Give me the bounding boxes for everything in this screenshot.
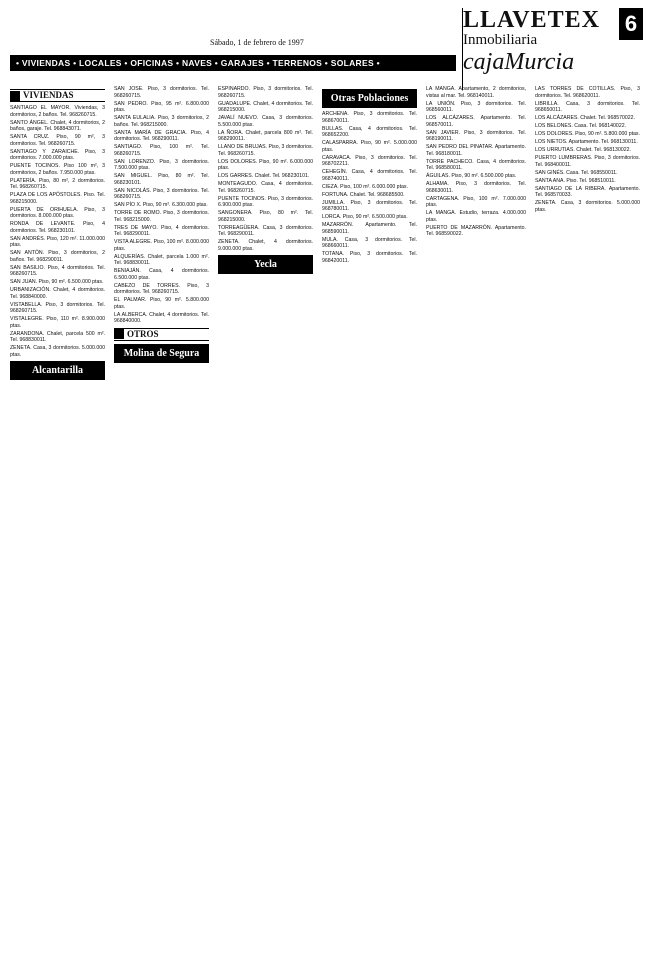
listing-entry: VISTABELLA. Piso, 3 dormitorios. Tel. 968260715. <box>10 301 105 314</box>
brand-logo-text: cajaMurcia <box>463 49 575 75</box>
listing-entry: LA MANGA. Apartamento, 2 dormitorios, vistas al mar. Tel. 968140011. <box>426 86 526 99</box>
listing-entry: MULA. Casa, 3 dormitorios. Tel. 968660011. <box>322 236 417 249</box>
listing-entry: URBANIZACIÓN. Chalet, 4 dormitorios. Tel. 968840000. <box>10 287 105 300</box>
column-6 <box>535 86 640 946</box>
listing-entry: SANTA MARÍA DE GRACIA. Piso, 4 dormitorios. Tel. 968290011. <box>114 129 209 142</box>
listing-entry: PLAZA DE LOS APÓSTOLES. Piso. Tel. 968215000. <box>10 192 105 205</box>
listing-entry: VISTALEGRE. Piso, 110 m². 8.900.000 ptas. <box>10 316 105 329</box>
listing-entry: SANTIAGO DE LA RIBERA. Apartamento. Tel. 968570033. <box>535 185 640 198</box>
listing-entry: SAN JAVIER. Piso, 3 dormitorios. Tel. 968190011. <box>426 129 526 142</box>
listing-entry: ZENETA. Chalet, 4 dormitorios. 9.000.000 ptas. <box>218 239 313 252</box>
listing-entry: LIBRILLA. Casa, 3 dormitorios. Tel. 968650011. <box>535 100 640 113</box>
listing-entry: SAN MIGUEL. Piso, 80 m². Tel. 968230101. <box>114 173 209 186</box>
listing-entry: LOS NIETOS. Apartamento. Tel. 968130011. <box>535 139 638 145</box>
listing-entry: LA UNIÓN. Piso, 3 dormitorios. Tel. 968560011. <box>426 100 526 113</box>
brand-title: LLAVETEX <box>463 7 600 33</box>
listing-entry: LOS BELONES. Casa. Tel. 968140022. <box>535 123 627 129</box>
listing-entry: ARCHENA. Piso, 3 dormitorios. Tel. 968670011. <box>322 111 417 124</box>
listing-entry: RONDA DE LEVANTE. Piso, 4 dormitorios. Tel. 968230101. <box>10 221 105 234</box>
listing-entry: TOTANA. Piso, 3 dormitorios. Tel. 968420011. <box>322 251 417 264</box>
listing-entry: LOS ALCÁZARES. Chalet. Tel. 968570022. <box>535 115 635 121</box>
listing-entry: JAVALÍ NUEVO. Casa, 3 dormitorios. 5.500.000 ptas. <box>218 115 313 128</box>
listing-entry: SANTA ANA. Piso. Tel. 968510011. <box>535 177 616 184</box>
listing-entry: JUMILLA. Piso, 3 dormitorios. Tel. 968780011. <box>322 199 417 212</box>
listing-entry: SANTA EULALIA. Piso, 3 dormitorios, 2 baños. Tel. 968215000. <box>114 115 209 128</box>
listing-entry: MONTEAGUDO. Casa, 4 dormitorios. Tel. 968260715. <box>218 181 313 194</box>
column-2 <box>114 86 209 946</box>
issue-date: Sábado, 1 de febrero de 1997 <box>210 38 304 47</box>
page-number: 6 <box>619 8 643 40</box>
listing-entry: SAN GINÉS. Casa. Tel. 968550011. <box>535 169 618 176</box>
listing-entry: SAN PEDRO. Piso, 95 m². 6.800.000 ptas. <box>114 100 209 113</box>
listing-entry: FORTUNA. Chalet. Tel. 968685500. <box>322 191 405 198</box>
listing-entry: ZENETA. Casa, 3 dormitorios. 5.000.000 ptas. <box>10 345 105 358</box>
listing-entry: SAN PEDRO DEL PINATAR. Apartamento. Tel. 968180011. <box>426 144 526 157</box>
column-4 <box>322 86 417 946</box>
listing-entry: TRES DE MAYO. Piso, 4 dormitorios. Tel. 968290011. <box>114 224 209 237</box>
listing-entry: SANTO ÁNGEL. Chalet, 4 dormitorios, 2 baños, garaje. Tel. 968843071. <box>10 119 105 132</box>
listing-entry: BULLAS. Casa, 4 dormitorios. Tel. 968652200. <box>322 125 417 138</box>
listing-entry: BENIAJÁN. Casa, 4 dormitorios. 6.500.000 ptas. <box>114 268 209 281</box>
listing-entry: CIEZA. Piso, 100 m². 6.000.000 ptas. <box>322 183 408 190</box>
listing-entry: SAN ANDRÉS. Piso, 120 m². 11.000.000 ptas. <box>10 235 105 248</box>
listing-entry: VISTA ALEGRE. Piso, 100 m². 8.000.000 ptas. <box>114 239 209 252</box>
listing-entry: SAN PÍO X. Piso, 90 m². 6.300.000 ptas. <box>114 202 208 208</box>
brand-block <box>462 8 643 90</box>
listing-entry: PUERTA DE ORIHUELA. Piso, 3 dormitorios. 8.000.000 ptas. <box>10 206 105 219</box>
listing-entry: ZENETA. Casa, 3 dormitorios. 5.000.000 ptas. <box>535 200 640 213</box>
category-otros: OTROS <box>114 328 209 341</box>
listing-entry: SANGONERA. Piso, 80 m². Tel. 968215000. <box>218 210 313 223</box>
listing-entry: CEHEGÍN. Casa, 4 dormitorios. Tel. 968740011. <box>322 169 417 182</box>
listing-entry: CARTAGENA. Piso, 100 m². 7.000.000 ptas. <box>426 195 526 208</box>
listing-entry: CABEZO DE TORRES. Piso, 3 dormitorios. Tel. 968260715. <box>114 282 209 295</box>
section-otras: Otras Poblaciones <box>322 89 417 108</box>
listing-entry: SAN JOSÉ. Piso, 3 dormitorios. Tel. 968260715. <box>114 86 209 99</box>
column-1 <box>10 86 105 946</box>
listing-entry: LAS TORRES DE COTILLAS. Piso, 3 dormitorios. Tel. 968620011. <box>535 86 640 99</box>
listing-entry: LORCA. Piso, 90 m². 6.500.000 ptas. <box>322 214 408 220</box>
listing-entry: ALHAMA. Piso, 3 dormitorios. Tel. 968630011. <box>426 181 526 194</box>
listings-area <box>10 86 640 946</box>
listing-entry: ZARANDONA. Chalet, parcela 500 m². Tel. 968830011. <box>10 330 105 343</box>
section-molina: Molina de Segura <box>114 344 209 363</box>
listing-entry: PUENTE TOCINOS. Piso, 3 dormitorios. 6.900.000 ptas. <box>218 195 313 208</box>
section-alcantarilla: Alcantarilla <box>10 361 105 380</box>
section-yecla: Yecla <box>218 255 313 274</box>
listing-entry: SAN NICOLÁS. Piso, 3 dormitorios. Tel. 968260715. <box>114 187 209 200</box>
building-icon <box>114 329 124 339</box>
listing-entry: LOS GARRES. Chalet. Tel. 968230101. <box>218 173 310 179</box>
listing-entry: LA ALBERCA. Chalet, 4 dormitorios. Tel. 968840000. <box>114 311 209 324</box>
listing-entry: CARAVACA. Piso, 3 dormitorios. Tel. 968702211. <box>322 154 417 167</box>
listing-entry: TORRE DE ROMO. Piso, 3 dormitorios. Tel. 968215000. <box>114 210 209 223</box>
listing-entry: LA ÑORA. Chalet, parcela 800 m². Tel. 968290011. <box>218 129 313 142</box>
listing-entry: TORREAGÜERA. Casa, 3 dormitorios. Tel. 968290011. <box>218 224 313 237</box>
listing-entry: EL PALMAR. Piso, 90 m². 5.800.000 ptas. <box>114 297 209 310</box>
listing-entry: PLATERÍA. Piso, 80 m², 2 dormitorios. Tel. 968260715. <box>10 177 105 190</box>
listing-entry: LA MANGA. Estudio, terraza. 4.000.000 ptas. <box>426 210 526 223</box>
listing-entry: SAN JUAN. Piso, 90 m². 6.500.000 ptas. <box>10 279 104 285</box>
listing-entry: TORRE PACHECO. Casa, 4 dormitorios. Tel. 968580011. <box>426 158 526 171</box>
column-5 <box>426 86 526 946</box>
listing-entry: LOS DOLORES. Piso, 90 m². 6.000.000 ptas. <box>218 158 313 171</box>
brand-subtitle: Inmobiliaria <box>463 32 538 48</box>
listing-entry: LLANO DE BRUJAS. Piso, 3 dormitorios. Tel. 968260715. <box>218 144 313 157</box>
listing-entry: MAZARRÓN. Apartamento. Tel. 968590011. <box>322 222 417 235</box>
column-3 <box>218 86 313 946</box>
listing-entry: PUERTO DE MAZARRÓN. Apartamento. Tel. 968590022. <box>426 224 526 237</box>
listing-entry: SAN LORENZO. Piso, 3 dormitorios. 7.500.000 ptas. <box>114 158 209 171</box>
listing-entry: LOS URRUTIAS. Chalet. Tel. 968130022. <box>535 147 631 153</box>
listing-entry: SAN BASILIO. Piso, 4 dormitorios. Tel. 968260715. <box>10 264 105 277</box>
listing-entry: LOS DOLORES. Piso, 90 m². 5.800.000 ptas. <box>535 131 640 137</box>
listing-entry: SAN ANTÓN. Piso, 3 dormitorios, 2 baños. Tel. 968290011. <box>10 250 105 263</box>
listing-entry: CALASPARRA. Piso, 90 m². 5.000.000 ptas. <box>322 140 417 153</box>
listing-entry: ÁGUILAS. Piso, 90 m². 6.500.000 ptas. <box>426 173 517 179</box>
listing-entry: PUENTE TOCINOS. Piso 100 m², 3 dormitorios, 2 baños. 7.950.000 ptas. <box>10 163 105 176</box>
category-viviendas: VIVIENDAS <box>10 89 105 102</box>
category-band: • VIVIENDAS • LOCALES • OFICINAS • NAVES • GARAJES • TERRENOS • SOLARES • <box>10 55 456 71</box>
listing-entry: ALQUERÍAS. Chalet, parcela 1.000 m². Tel. 968830011. <box>114 253 209 266</box>
listing-entry: LOS ALCÁZARES. Apartamento. Tel. 968570011. <box>426 115 526 128</box>
listing-entry: SANTIAGO. Piso, 100 m². Tel. 968260715. <box>114 144 209 157</box>
listing-entry: PUERTO LUMBRERAS. Piso, 3 dormitorios. Tel. 968400011. <box>535 155 640 168</box>
house-icon <box>10 91 20 101</box>
listing-entry: SANTIAGO Y ZARAICHE. Piso, 3 dormitorios. 7.000.000 ptas. <box>10 148 105 161</box>
listing-entry: ESPINARDO. Piso, 3 dormitorios. Tel. 968260715. <box>218 86 313 99</box>
listing-entry: SANTIAGO EL MAYOR. Viviendas, 3 dormitorios, 2 baños. Tel. 968260715. <box>10 105 105 118</box>
listing-entry: SANTA CRUZ. Piso, 90 m², 3 dormitorios. Tel. 968260715. <box>10 134 105 147</box>
listing-entry: GUADALUPE. Chalet, 4 dormitorios. Tel. 968215000. <box>218 100 313 113</box>
